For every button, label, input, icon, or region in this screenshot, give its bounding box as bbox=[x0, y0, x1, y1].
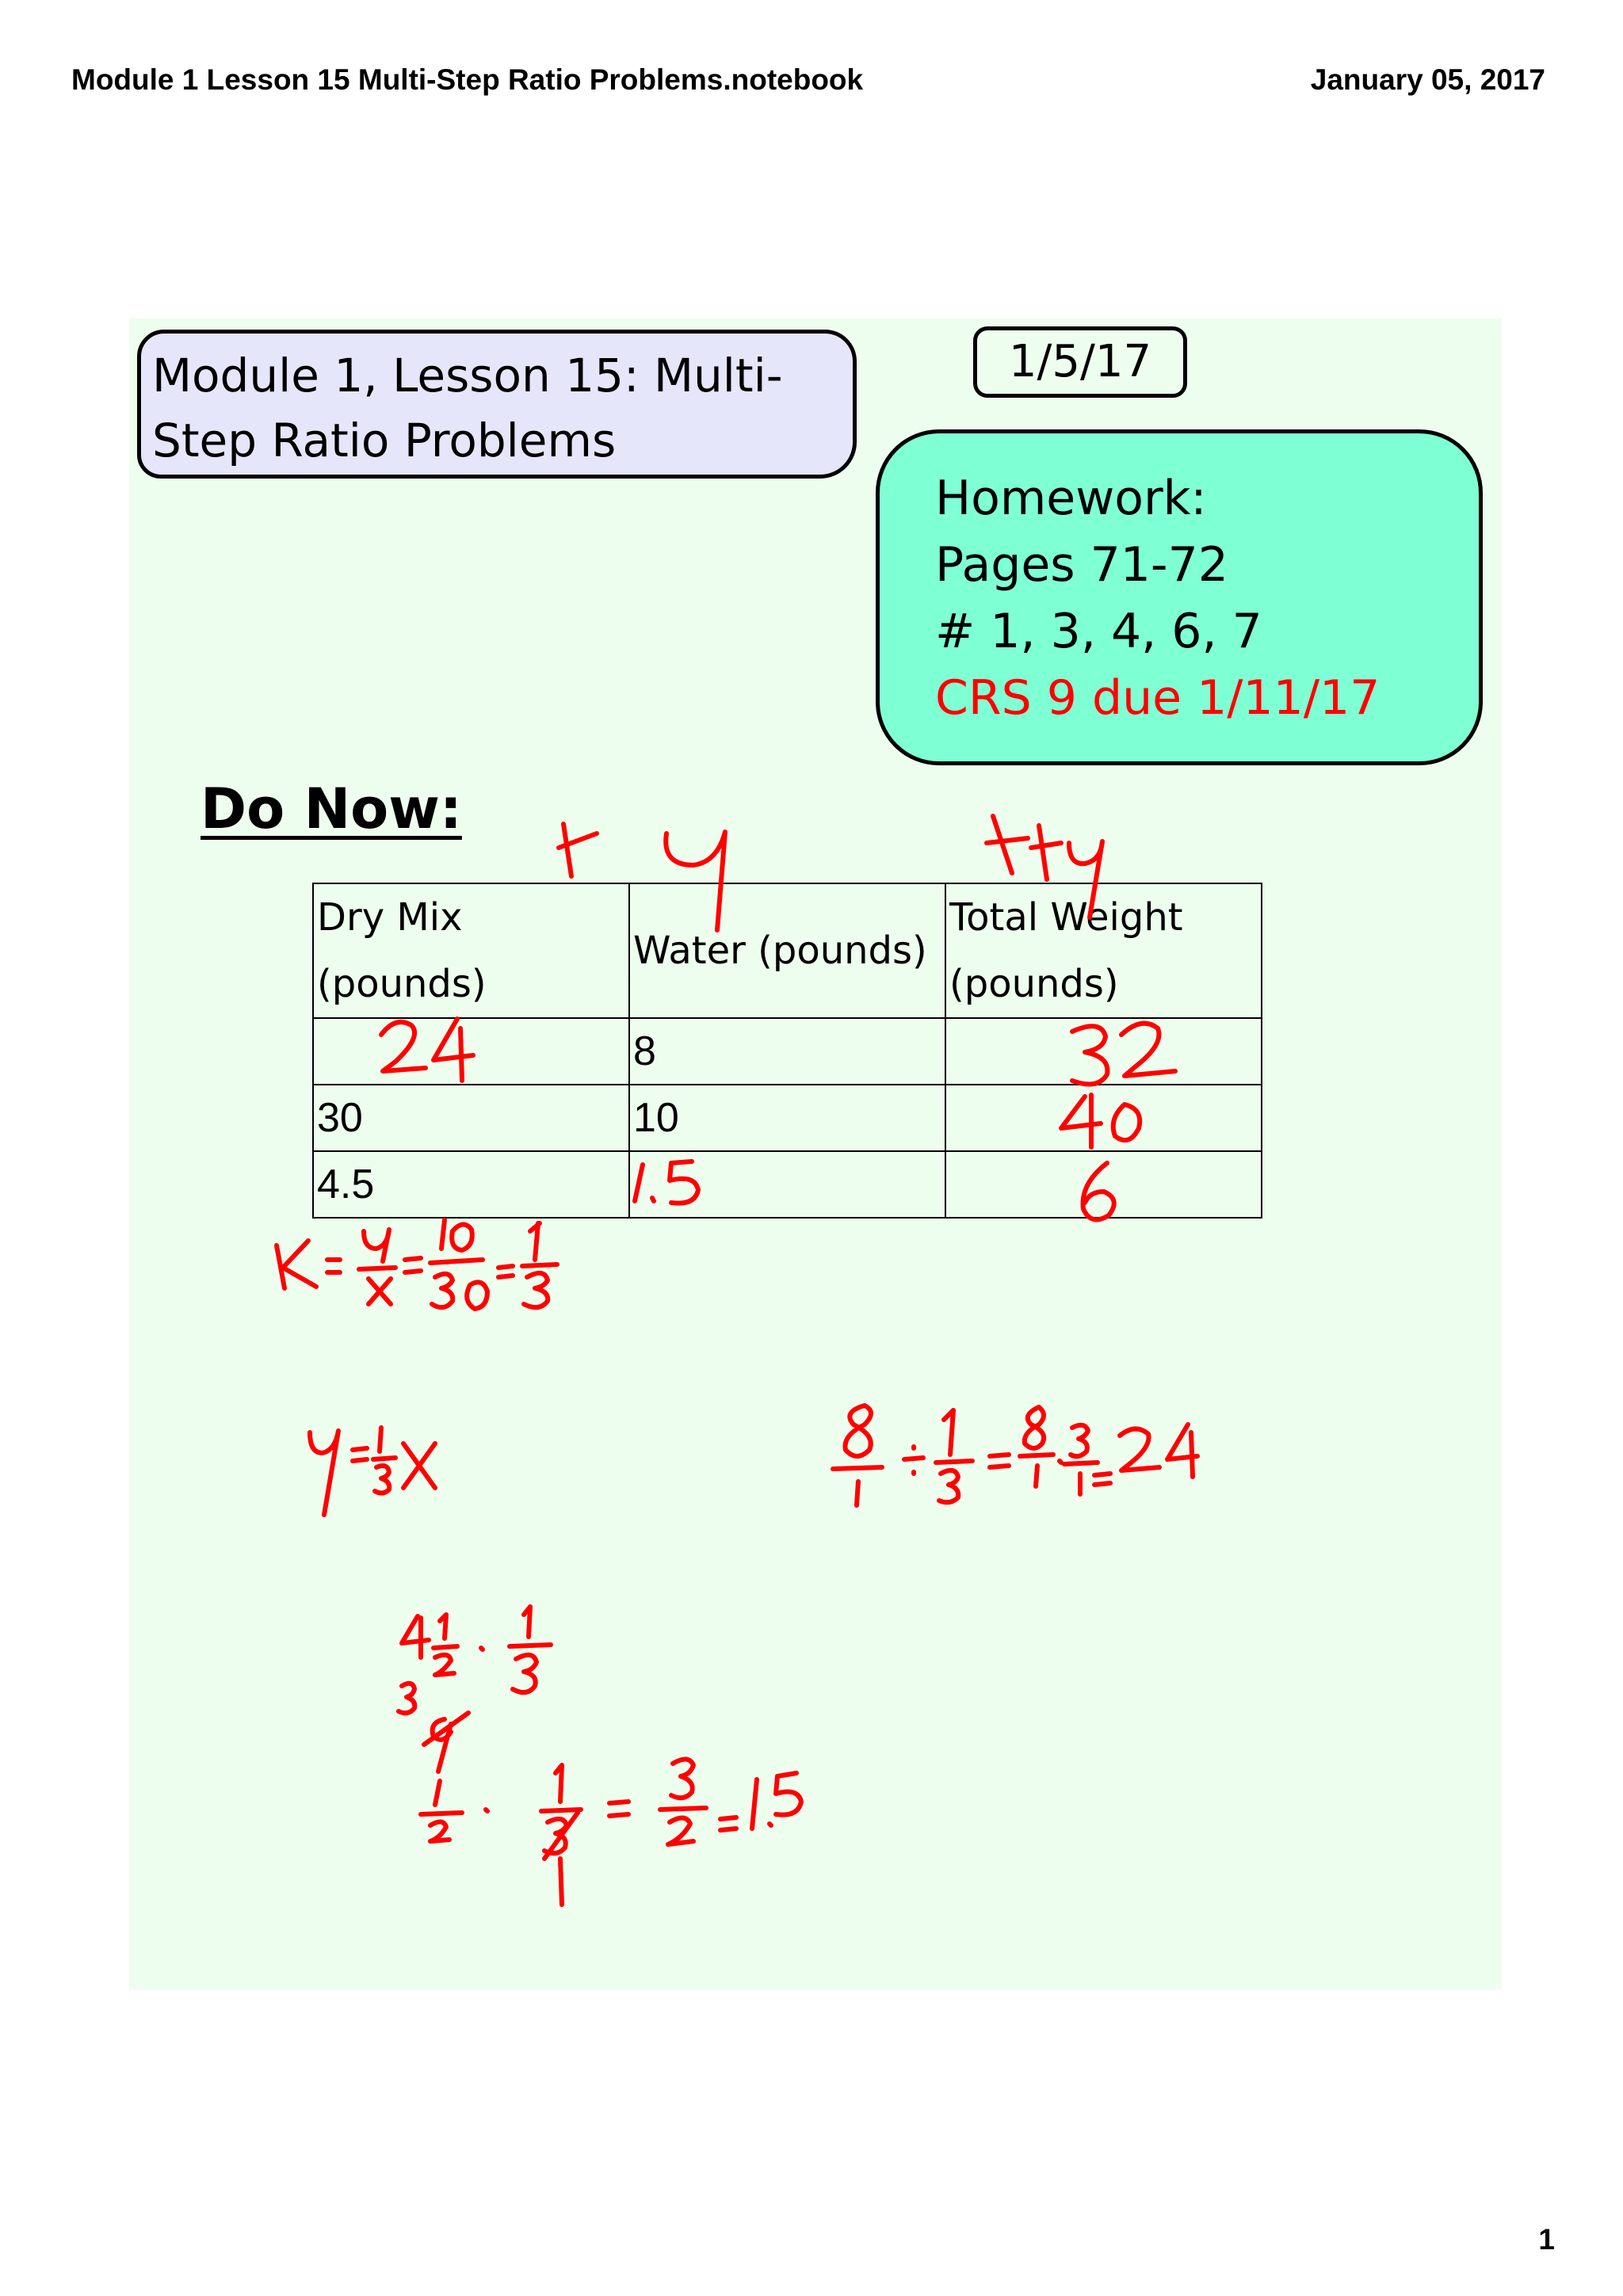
ink-work-constant-of-proportionality bbox=[277, 1220, 557, 1309]
ink-answer-32 bbox=[1072, 1024, 1175, 1085]
ink-label-x bbox=[559, 824, 597, 876]
notebook-slide bbox=[129, 318, 1502, 1990]
header-total-weight: Total Weight (pounds) bbox=[945, 883, 1262, 1018]
table-cell: 8 bbox=[629, 1018, 945, 1085]
ink-answer-1-5 bbox=[635, 1161, 698, 1203]
ink-answer-6 bbox=[1083, 1163, 1114, 1219]
slide-date-box: 1/5/17 bbox=[973, 326, 1187, 398]
ink-work-equation bbox=[310, 1428, 435, 1515]
document-title: Module 1 Lesson 15 Multi-Step Ratio Problems.notebook bbox=[71, 63, 864, 96]
header-dry-mix: Dry Mix (pounds) bbox=[313, 883, 629, 1018]
header-water: Water (pounds) bbox=[629, 883, 945, 1018]
ink-answer-24 bbox=[381, 1019, 473, 1081]
ink-work-mixed-number bbox=[399, 1607, 551, 1713]
ink-label-y bbox=[666, 832, 725, 930]
ink-work-find-water bbox=[421, 1713, 801, 1905]
homework-label: Homework: bbox=[935, 471, 1207, 526]
handwritten-annotations bbox=[129, 318, 1502, 1990]
table-cell: 4.5 bbox=[313, 1151, 629, 1218]
lesson-title-line-2: Step Ratio Problems bbox=[152, 414, 617, 467]
homework-problems: # 1, 3, 4, 6, 7 bbox=[935, 604, 1262, 659]
do-now-heading: Do Now: bbox=[200, 776, 462, 841]
table-cell: 10 bbox=[629, 1085, 945, 1151]
ink-work-find-dry-mix bbox=[833, 1405, 1197, 1505]
lesson-title-line-1: Module 1, Lesson 15: Multi- bbox=[152, 349, 783, 402]
homework-crs-due: CRS 9 due 1/11/17 bbox=[935, 670, 1381, 726]
homework-pages: Pages 71-72 bbox=[935, 537, 1228, 593]
page-number: 1 bbox=[1538, 2223, 1555, 2256]
ink-label-x-plus-y bbox=[987, 816, 1102, 917]
ink-answer-40 bbox=[1061, 1095, 1140, 1147]
document-date: January 05, 2017 bbox=[1310, 63, 1545, 96]
table-cell: 30 bbox=[313, 1085, 629, 1151]
